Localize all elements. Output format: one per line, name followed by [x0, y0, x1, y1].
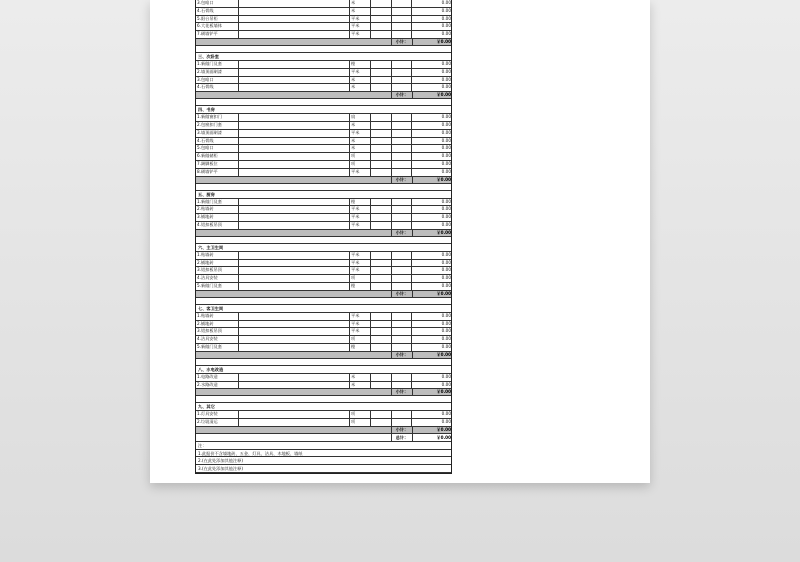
material-cell: [239, 374, 350, 381]
quantity-cell: [371, 374, 392, 381]
price-cell: [392, 344, 412, 351]
material-cell: [239, 275, 350, 282]
material-cell: [239, 260, 350, 267]
table-row: [196, 77, 451, 85]
quantity-cell: [371, 252, 392, 259]
material-cell: [239, 77, 350, 84]
item-name-cell: 5.包暗口: [196, 145, 239, 152]
amount-cell: 0.00: [441, 221, 451, 227]
table-row: [196, 122, 451, 130]
price-cell: [392, 69, 412, 76]
table-row: [196, 411, 451, 419]
item-name-cell: 1.新做门及套: [196, 199, 239, 206]
unit-cell: 樘: [350, 199, 371, 206]
price-cell: [392, 138, 412, 145]
subtotal-row: [196, 352, 451, 359]
price-cell: [392, 31, 412, 38]
table-row: [196, 23, 451, 31]
item-name-cell: 5.新做门及套: [196, 283, 239, 290]
amount-cell: 0.00: [441, 129, 451, 135]
item-name-cell: 1.新做窗扣门: [196, 114, 239, 121]
quantity-cell: [371, 145, 392, 152]
material-cell: [239, 61, 350, 68]
item-name-cell: 1.灯具安装: [196, 411, 239, 418]
section-gap: [196, 237, 451, 244]
table-row: [196, 283, 451, 291]
item-name-cell: 7.踢脚板位: [196, 161, 239, 168]
section-title: 九、其它: [196, 403, 451, 411]
item-name-cell: 3.包暗口: [196, 77, 239, 84]
quantity-cell: [371, 199, 392, 206]
quantity-cell: [371, 206, 392, 213]
item-name-cell: 5.新做门及套: [196, 344, 239, 351]
table-row: [196, 114, 451, 122]
table-row: [196, 260, 451, 268]
unit-cell: 米: [350, 382, 371, 389]
item-name-cell: 4.洁具安装: [196, 336, 239, 343]
material-cell: [239, 199, 350, 206]
note-line: 1.此报价不含墙地砖、五金、灯具、洁具、木地板、墙纸: [196, 450, 451, 458]
amount-cell: 0.00: [441, 251, 451, 257]
material-cell: [239, 419, 350, 426]
subtotal-row: [196, 389, 451, 396]
section-title: 四、书房: [196, 106, 451, 114]
material-cell: [239, 321, 350, 328]
table-row: [196, 374, 451, 382]
unit-cell: 米: [350, 145, 371, 152]
unit-cell: 米: [350, 8, 371, 15]
price-cell: [392, 61, 412, 68]
table-row: [196, 169, 451, 177]
item-name-cell: 3.铺地砖: [196, 214, 239, 221]
amount-cell: 0.00: [441, 84, 451, 90]
quantity-cell: [371, 336, 392, 343]
quantity-cell: [371, 8, 392, 15]
section-title: 八、水电改造: [196, 366, 451, 374]
table-row: [196, 214, 451, 222]
amount-cell: 0.00: [441, 15, 451, 21]
unit-cell: 平米: [350, 328, 371, 335]
unit-cell: 樘: [350, 283, 371, 290]
amount-cell: 0.00: [441, 153, 451, 159]
price-cell: [392, 130, 412, 137]
material-cell: [239, 153, 350, 160]
price-cell: [392, 275, 412, 282]
amount-cell: 0.00: [441, 320, 451, 326]
amount-cell: 0.00: [441, 198, 451, 204]
unit-cell: 平米: [350, 169, 371, 176]
table-row: [196, 313, 451, 321]
quantity-cell: [371, 84, 392, 91]
subtotal-amount: ￥0.00: [436, 92, 451, 98]
quantity-cell: [371, 16, 392, 23]
unit-cell: 平米: [350, 23, 371, 30]
material-cell: [239, 16, 350, 23]
amount-cell: 0.00: [441, 68, 451, 74]
section-title: 七、客卫生间: [196, 305, 451, 313]
unit-cell: 项: [350, 336, 371, 343]
quantity-cell: [371, 283, 392, 290]
item-name-cell: 4.铝扣板吊顶: [196, 222, 239, 229]
quantity-cell: [371, 23, 392, 30]
amount-cell: 0.00: [441, 214, 451, 220]
subtotal-row: [196, 39, 451, 46]
price-cell: [392, 222, 412, 229]
quantity-cell: [371, 382, 392, 389]
price-cell: [392, 411, 412, 418]
material-cell: [239, 84, 350, 91]
section-gap: [196, 99, 451, 106]
subtotal-row: [196, 427, 451, 434]
item-name-cell: 4.石膏线: [196, 84, 239, 91]
table-row: [196, 206, 451, 214]
item-name-cell: 6.大花板墙体: [196, 23, 239, 30]
unit-cell: 樘: [350, 344, 371, 351]
quantity-cell: [371, 267, 392, 274]
material-cell: [239, 169, 350, 176]
amount-cell: 0.00: [441, 0, 451, 5]
section-gap: [196, 298, 451, 305]
unit-cell: 米: [350, 374, 371, 381]
subtotal-amount: ￥0.00: [436, 290, 451, 296]
subtotal-label: 小计：: [395, 389, 409, 395]
quote-table: [195, 0, 452, 474]
item-name-cell: 7.刷墙铲平: [196, 31, 239, 38]
price-cell: [392, 206, 412, 213]
table-row: [196, 69, 451, 77]
quantity-cell: [371, 313, 392, 320]
subtotal-amount: ￥0.00: [436, 38, 451, 44]
item-name-cell: 4.洁具安装: [196, 275, 239, 282]
amount-cell: 0.00: [441, 381, 451, 387]
price-cell: [392, 419, 412, 426]
item-name-cell: 2.铺地砖: [196, 260, 239, 267]
subtotal-amount: ￥0.00: [436, 351, 451, 357]
subtotal-row: [196, 230, 451, 237]
material-cell: [239, 206, 350, 213]
table-row: [196, 328, 451, 336]
material-cell: [239, 267, 350, 274]
subtotal-label: 小计：: [395, 176, 409, 182]
item-name-cell: 1.电路改造: [196, 374, 239, 381]
item-name-cell: 1.新做门及套: [196, 61, 239, 68]
amount-cell: 0.00: [441, 312, 451, 318]
price-cell: [392, 122, 412, 129]
quantity-cell: [371, 411, 392, 418]
unit-cell: 平米: [350, 206, 371, 213]
note-line: 3.(在此处添加其他注释): [196, 465, 451, 473]
material-cell: [239, 114, 350, 121]
subtotal-label: 小计：: [395, 92, 409, 98]
section-gap: [196, 359, 451, 366]
item-name-cell: 2.水路改造: [196, 382, 239, 389]
table-row: [196, 252, 451, 260]
unit-cell: 平米: [350, 222, 371, 229]
unit-cell: 平米: [350, 69, 371, 76]
section-title: 五、厨房: [196, 191, 451, 199]
amount-cell: 0.00: [441, 168, 451, 174]
unit-cell: 米: [350, 0, 371, 7]
price-cell: [392, 145, 412, 152]
subtotal-amount: ￥0.00: [436, 389, 451, 395]
price-cell: [392, 169, 412, 176]
table-row: [196, 199, 451, 207]
quantity-cell: [371, 31, 392, 38]
amount-cell: 0.00: [441, 267, 451, 273]
subtotal-amount: ￥0.00: [436, 426, 451, 432]
amount-cell: 0.00: [441, 259, 451, 265]
price-cell: [392, 267, 412, 274]
quantity-cell: [371, 328, 392, 335]
price-cell: [392, 153, 412, 160]
price-cell: [392, 313, 412, 320]
section-gap: [196, 46, 451, 53]
material-cell: [239, 411, 350, 418]
material-cell: [239, 145, 350, 152]
material-cell: [239, 252, 350, 259]
section-gap: [196, 396, 451, 403]
material-cell: [239, 344, 350, 351]
item-name-cell: 1.贴墙砖: [196, 313, 239, 320]
quantity-cell: [371, 214, 392, 221]
material-cell: [239, 313, 350, 320]
amount-cell: 0.00: [441, 114, 451, 120]
price-cell: [392, 0, 412, 7]
table-row: [196, 161, 451, 169]
price-cell: [392, 336, 412, 343]
item-name-cell: 3.包暗口: [196, 0, 239, 7]
item-name-cell: 2.垃圾清运: [196, 419, 239, 426]
price-cell: [392, 23, 412, 30]
quantity-cell: [371, 130, 392, 137]
price-cell: [392, 382, 412, 389]
table-row: [196, 153, 451, 161]
table-row: [196, 145, 451, 153]
unit-cell: 米: [350, 122, 371, 129]
price-cell: [392, 114, 412, 121]
amount-cell: 0.00: [441, 31, 451, 37]
item-name-cell: 3.铝扣板吊顶: [196, 328, 239, 335]
unit-cell: 项: [350, 411, 371, 418]
unit-cell: 平米: [350, 260, 371, 267]
amount-cell: 0.00: [441, 23, 451, 29]
quantity-cell: [371, 114, 392, 121]
table-row: [196, 275, 451, 283]
note-line: 2.(在此处添加其他注释): [196, 457, 451, 465]
price-cell: [392, 252, 412, 259]
amount-cell: 0.00: [441, 343, 451, 349]
material-cell: [239, 283, 350, 290]
price-cell: [392, 161, 412, 168]
quantity-cell: [371, 122, 392, 129]
price-cell: [392, 283, 412, 290]
unit-cell: 项: [350, 275, 371, 282]
unit-cell: 平米: [350, 214, 371, 221]
material-cell: [239, 23, 350, 30]
total-row: [196, 434, 451, 442]
amount-cell: 0.00: [441, 336, 451, 342]
amount-cell: 0.00: [441, 121, 451, 127]
item-name-cell: 3.铝扣板吊顶: [196, 267, 239, 274]
unit-cell: 平米: [350, 267, 371, 274]
material-cell: [239, 161, 350, 168]
amount-cell: 0.00: [441, 282, 451, 288]
material-cell: [239, 328, 350, 335]
table-row: [196, 8, 451, 16]
table-row: [196, 222, 451, 230]
material-cell: [239, 0, 350, 7]
subtotal-row: [196, 291, 451, 298]
material-cell: [239, 336, 350, 343]
item-name-cell: 2.贴墙砖: [196, 206, 239, 213]
table-row: [196, 419, 451, 427]
material-cell: [239, 382, 350, 389]
section-title: 六、主卫生间: [196, 244, 451, 252]
amount-cell: 0.00: [441, 137, 451, 143]
table-row: [196, 336, 451, 344]
item-name-cell: 2.包窗扣门套: [196, 122, 239, 129]
unit-cell: 项: [350, 161, 371, 168]
quantity-cell: [371, 138, 392, 145]
table-row: [196, 0, 451, 8]
quantity-cell: [371, 344, 392, 351]
unit-cell: 米: [350, 77, 371, 84]
item-name-cell: 5.阳台吊柜: [196, 16, 239, 23]
amount-cell: 0.00: [441, 206, 451, 212]
table-row: [196, 321, 451, 329]
item-name-cell: 6.新做储柜: [196, 153, 239, 160]
table-row: [196, 382, 451, 390]
price-cell: [392, 84, 412, 91]
subtotal-label: 小计：: [395, 38, 409, 44]
quantity-cell: [371, 153, 392, 160]
unit-cell: 扇: [350, 114, 371, 121]
table-row: [196, 130, 451, 138]
amount-cell: 0.00: [441, 7, 451, 13]
material-cell: [239, 69, 350, 76]
unit-cell: 项: [350, 419, 371, 426]
material-cell: [239, 130, 350, 137]
amount-cell: 0.00: [441, 411, 451, 417]
subtotal-label: 小计：: [395, 351, 409, 357]
item-name-cell: 4.石膏线: [196, 8, 239, 15]
table-row: [196, 61, 451, 69]
note-line: 注：: [196, 442, 451, 450]
quantity-cell: [371, 260, 392, 267]
section-title: 三、次卧室: [196, 53, 451, 61]
price-cell: [392, 328, 412, 335]
subtotal-label: 小计：: [395, 426, 409, 432]
price-cell: [392, 260, 412, 267]
price-cell: [392, 77, 412, 84]
amount-cell: 0.00: [441, 373, 451, 379]
item-name-cell: 2.铺地砖: [196, 321, 239, 328]
unit-cell: 平米: [350, 252, 371, 259]
price-cell: [392, 8, 412, 15]
total-amount: ￥0.00: [436, 434, 451, 440]
quantity-cell: [371, 161, 392, 168]
price-cell: [392, 321, 412, 328]
subtotal-label: 小计：: [395, 229, 409, 235]
subtotal-amount: ￥0.00: [436, 176, 451, 182]
quantity-cell: [371, 222, 392, 229]
section-gap: [196, 184, 451, 191]
unit-cell: 平米: [350, 321, 371, 328]
amount-cell: 0.00: [441, 76, 451, 82]
table-row: [196, 267, 451, 275]
material-cell: [239, 222, 350, 229]
table-row: [196, 84, 451, 92]
quantity-cell: [371, 419, 392, 426]
total-label: 总计：: [395, 434, 409, 440]
price-cell: [392, 214, 412, 221]
item-name-cell: 8.刷墙铲平: [196, 169, 239, 176]
unit-cell: 米: [350, 84, 371, 91]
price-cell: [392, 199, 412, 206]
unit-cell: 平米: [350, 31, 371, 38]
amount-cell: 0.00: [441, 160, 451, 166]
subtotal-label: 小计：: [395, 290, 409, 296]
amount-cell: 0.00: [441, 328, 451, 334]
material-cell: [239, 8, 350, 15]
unit-cell: 平米: [350, 16, 371, 23]
item-name-cell: 3.墙顶面刷漆: [196, 130, 239, 137]
price-cell: [392, 16, 412, 23]
amount-cell: 0.00: [441, 145, 451, 151]
material-cell: [239, 31, 350, 38]
material-cell: [239, 122, 350, 129]
price-cell: [392, 374, 412, 381]
subtotal-row: [196, 92, 451, 99]
unit-cell: 樘: [350, 61, 371, 68]
amount-cell: 0.00: [441, 419, 451, 425]
table-row: [196, 31, 451, 39]
item-name-cell: 2.墙顶面刷漆: [196, 69, 239, 76]
quantity-cell: [371, 61, 392, 68]
table-row: [196, 16, 451, 24]
quantity-cell: [371, 321, 392, 328]
quantity-cell: [371, 0, 392, 7]
table-row: [196, 344, 451, 352]
item-name-cell: 1.贴墙砖: [196, 252, 239, 259]
quantity-cell: [371, 275, 392, 282]
amount-cell: 0.00: [441, 275, 451, 281]
material-cell: [239, 214, 350, 221]
unit-cell: 项: [350, 153, 371, 160]
subtotal-amount: ￥0.00: [436, 229, 451, 235]
unit-cell: 平米: [350, 130, 371, 137]
unit-cell: 米: [350, 138, 371, 145]
table-row: [196, 138, 451, 146]
material-cell: [239, 138, 350, 145]
quantity-cell: [371, 69, 392, 76]
quantity-cell: [371, 77, 392, 84]
subtotal-row: [196, 177, 451, 184]
item-name-cell: 4.石膏线: [196, 138, 239, 145]
amount-cell: 0.00: [441, 60, 451, 66]
unit-cell: 平米: [350, 313, 371, 320]
quantity-cell: [371, 169, 392, 176]
